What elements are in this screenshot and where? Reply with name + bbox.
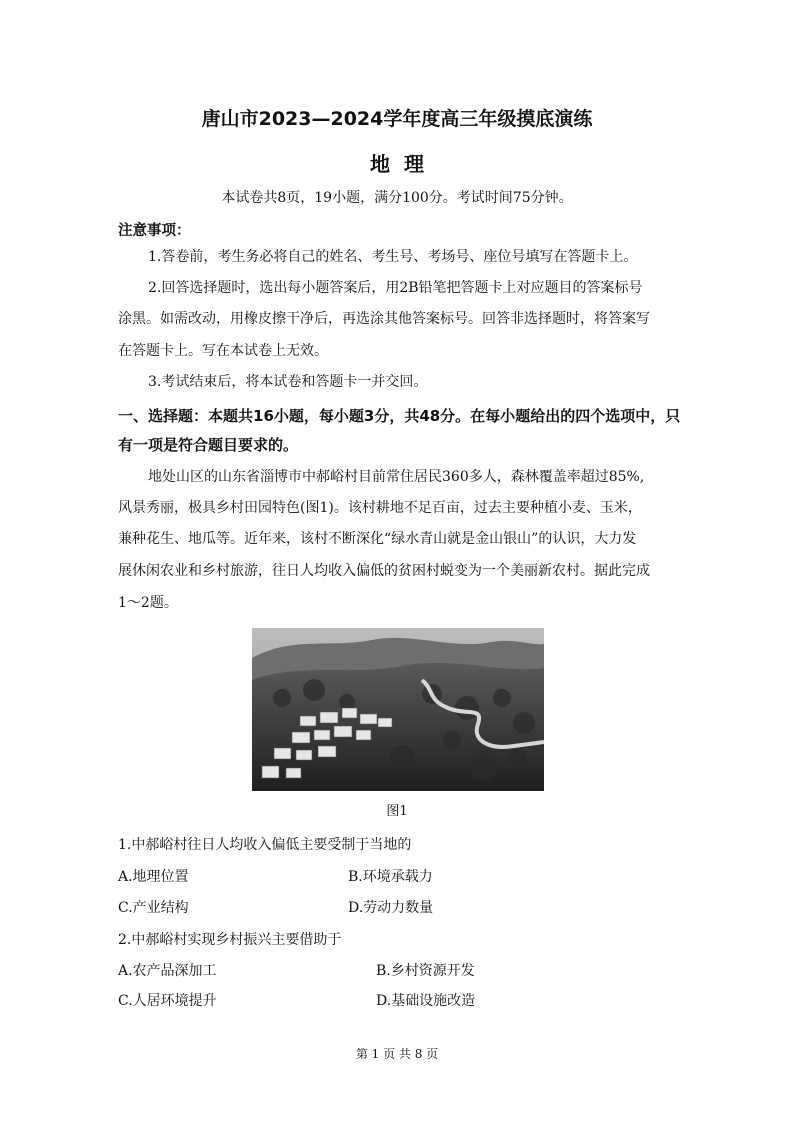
section-heading-line-2: 有一项是符合题目要求的。 [118, 436, 299, 454]
question-2-stem: 2.中郝峪村实现乡村振兴主要借助于 [118, 932, 342, 948]
figure-caption: 图1 [386, 804, 408, 819]
question-1-stem: 1.中郝峪村往日人均收入偏低主要受制于当地的 [118, 837, 412, 853]
passage-line-3: 兼种花生、地瓜等。近年来，该村不断深化“绿水青山就是金山银山”的认识，大力发 [118, 531, 637, 547]
question-1-option-c: C.产业结构 [118, 900, 189, 916]
notice-item-2-line-2: 涂黑。如需改动，用橡皮擦干净后，再选涂其他答案标号。回答非选择题时，将答案写 [118, 311, 650, 327]
question-2-option-c: C.人居环境提升 [118, 993, 217, 1009]
passage-line-4: 展休闲农业和乡村旅游，往日人均收入偏低的贫困村蜕变为一个美丽新农村。据此完成 [118, 563, 650, 579]
question-2-option-d: D.基础设施改造 [376, 993, 476, 1009]
notice-item-3: 3.考试结束后，将本试卷和答题卡一并交回。 [148, 374, 428, 390]
notice-heading: 注意事项： [118, 223, 191, 239]
exam-title: 唐山市2023—2024学年度高三年级摸底演练 [201, 108, 593, 130]
page-footer: 第 1 页 共 8 页 [355, 1047, 439, 1061]
village-aerial-photo [252, 628, 544, 791]
passage-line-2: 风景秀丽，极具乡村田园特色(图1)。该村耕地不足百亩，过去主要种植小麦、玉米， [118, 500, 642, 516]
passage-line-1: 地处山区的山东省淄博市中郝峪村目前常住居民360多人，森林覆盖率超过85%, [148, 469, 645, 485]
question-1-option-a: A.地理位置 [118, 869, 189, 885]
question-1-option-b: B.环境承载力 [348, 869, 433, 885]
question-1-option-d: D.劳动力数量 [348, 900, 434, 916]
notice-item-2-line-3: 在答题卡上。写在本试卷上无效。 [118, 343, 328, 359]
subject-title: 地理 [370, 152, 438, 176]
notice-item-1: 1.答卷前，考生务必将自己的姓名、考生号、考场号、座位号填写在答题卡上。 [148, 249, 638, 265]
notice-item-2-line-1: 2.回答选择题时，选出每小题答案后，用2B铅笔把答题卡上对应题目的答案标号 [148, 280, 643, 296]
exam-info: 本试卷共8页，19小题，满分100分。考试时间75分钟。 [221, 190, 573, 206]
passage-line-5: 1～2题。 [118, 595, 178, 611]
section-heading-line-1: 一、选择题：本题共16小题，每小题3分，共48分。在每小题给出的四个选项中，只 [118, 407, 681, 425]
question-2-option-a: A.农产品深加工 [118, 963, 217, 979]
question-2-option-b: B.乡村资源开发 [376, 963, 475, 979]
